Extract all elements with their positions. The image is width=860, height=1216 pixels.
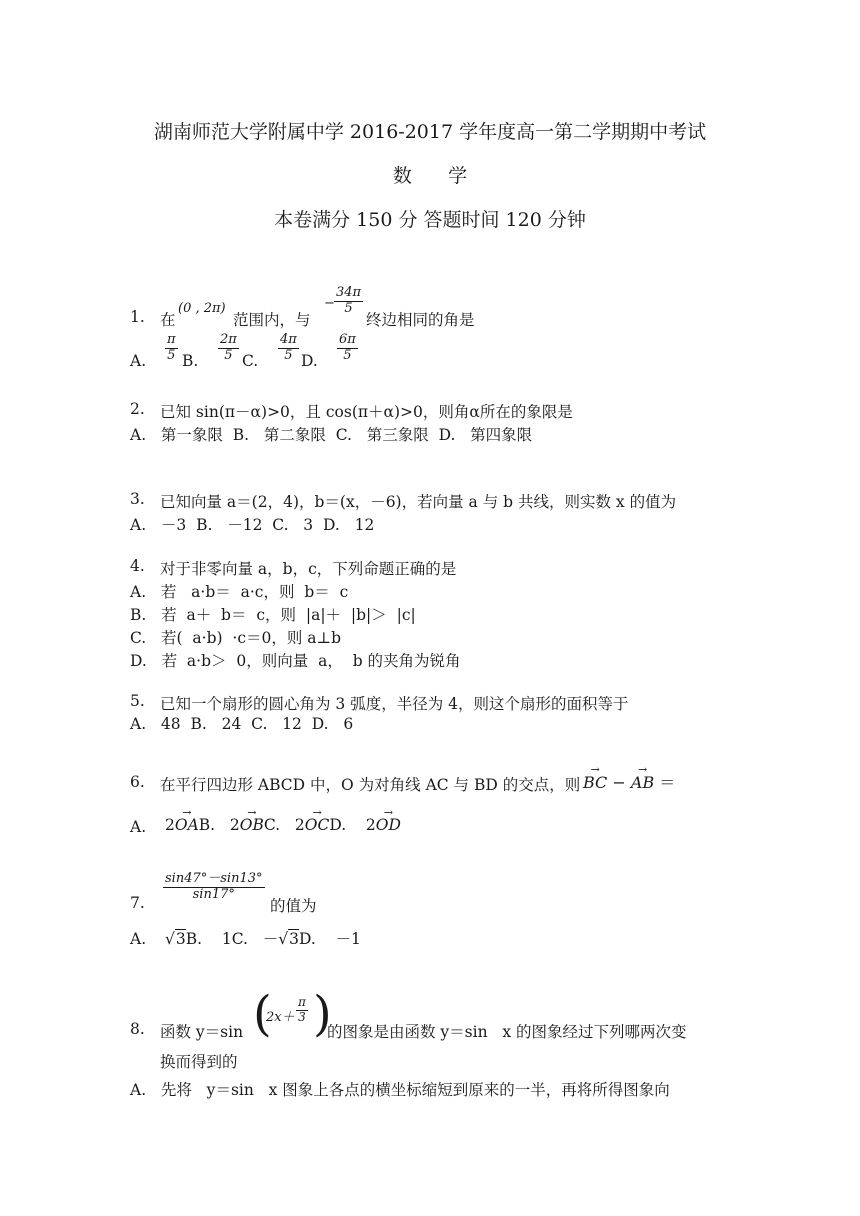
question-6-option-a-label: A. — [130, 818, 147, 836]
equals-sign: ＝ — [659, 773, 676, 792]
question-5-options: A. 48 B. 24 C. 12 D. 6 — [130, 715, 354, 733]
sqrt-three — [165, 929, 186, 948]
option-d-label: D. — [298, 930, 316, 948]
option-denominator: 5 — [343, 347, 352, 363]
coefficient: 2 — [229, 816, 240, 834]
option-b-value: 1 — [221, 930, 232, 948]
option-denominator: 5 — [284, 347, 293, 363]
question-8-line2: 换而得到的 — [160, 1053, 238, 1071]
question-2-number: 2. — [130, 400, 145, 418]
option-c-label: C. — [231, 930, 248, 948]
question-3-number: 3. — [130, 490, 145, 508]
question-7-fraction — [163, 872, 265, 903]
question-6-stem: 在平行四边形 ABCD 中，O 为对角线 AC 与 BD 的交点，则 — [160, 776, 581, 794]
question-4-option-b: B. 若 a＋ b＝ c，则 |a|＋ |b|＞ |c| — [130, 606, 416, 624]
question-5-stem: 已知一个扇形的圆心角为 3 弧度，半径为 4，则这个扇形的面积等于 — [160, 695, 629, 713]
vector-oc: → OC — [305, 816, 330, 834]
vector-ob: → OB — [240, 816, 264, 834]
right-paren: ) — [313, 986, 332, 1042]
question-7-option-a-label: A. — [130, 930, 147, 948]
option-denominator: 5 — [224, 347, 233, 363]
option-b-label: B. — [185, 930, 203, 948]
question-5-number: 5. — [130, 692, 145, 710]
subject-title: 数 学 — [392, 165, 468, 187]
question-1-option-c-label: C. — [242, 352, 259, 370]
question-4-option-d: D. 若 a·b＞ 0，则向量 a， b 的夹角为锐角 — [130, 652, 461, 670]
question-1-option-d-label: D. — [301, 352, 318, 370]
question-8-argument: 2x＋ — [266, 1010, 295, 1025]
minus-sign: － — [262, 930, 279, 948]
question-6-expression — [583, 770, 675, 793]
minus-sign: − — [612, 773, 626, 792]
question-7-post: 的值为 — [270, 897, 317, 915]
question-7-number: 7. — [130, 894, 145, 912]
fraction-numerator: sin47°－sin13° — [165, 871, 263, 886]
option-c-label: C. — [263, 816, 281, 834]
coefficient: 2 — [165, 816, 175, 834]
question-8-option-a: A. 先将 y＝sin x 图象上各点的横坐标缩短到原来的一半，再将所得图象向 — [130, 1081, 670, 1099]
question-2-stem: 已知 sin(π－α)>0，且 cos(π＋α)>0，则角α所在的象限是 — [160, 403, 573, 421]
question-1-post: 终边相同的角是 — [366, 311, 475, 329]
question-6-number: 6. — [130, 773, 145, 791]
radical-sign: √ — [165, 930, 175, 948]
option-numerator: 6π — [339, 332, 356, 347]
question-4-stem: 对于非零向量 a，b，c，下列命题正确的是 — [160, 560, 457, 578]
radicand: 3 — [175, 930, 186, 948]
option-b-label: B. — [198, 816, 216, 834]
question-1-neg: − — [324, 296, 335, 311]
option-d-value: －1 — [335, 930, 361, 948]
fraction-numerator: 34π — [336, 285, 362, 300]
vector-od: → OD — [376, 816, 401, 834]
left-paren: ( — [253, 986, 272, 1042]
question-1-option-d — [337, 333, 358, 364]
question-1-mid: 范围内，与 — [233, 311, 311, 329]
vector-bc: → BC — [583, 773, 607, 792]
question-3-options: A. －3 B. －12 C. 3 D. 12 — [130, 516, 375, 534]
question-8-fraction — [296, 996, 308, 1025]
coefficient: 2 — [365, 816, 376, 834]
question-8-number: 8. — [130, 1020, 145, 1038]
question-4-option-c: C. 若( a·b) ·c＝0，则 a⊥b — [130, 629, 342, 647]
question-4-number: 4. — [130, 557, 145, 575]
option-numerator: 2π — [220, 332, 237, 347]
question-1-option-b-label: B. — [182, 352, 199, 370]
question-2-options: A. 第一象限 B. 第二象限 C. 第三象限 D. 第四象限 — [130, 426, 533, 444]
question-1-option-a — [165, 333, 178, 364]
fraction-denominator: 5 — [344, 300, 353, 316]
vector-oa: → OA — [175, 816, 199, 834]
question-1-option-a-label: A. — [130, 352, 147, 370]
fraction-denominator: 3 — [298, 1009, 306, 1024]
radical-sign: √ — [278, 930, 289, 948]
question-1-number: 1. — [130, 308, 145, 326]
question-1-option-c — [278, 333, 299, 364]
vector-ab: → AB — [631, 773, 654, 792]
question-1-pre: 在 — [160, 311, 176, 329]
question-6-options — [165, 816, 401, 834]
sqrt-three — [278, 929, 299, 948]
option-denominator: 5 — [167, 347, 176, 363]
question-8-pre: 函数 y＝sin — [160, 1023, 244, 1041]
question-1-option-b — [218, 333, 239, 364]
option-numerator: π — [167, 332, 176, 347]
question-4-option-a: A. 若 a·b＝ a·c，则 b＝ c — [130, 583, 349, 601]
question-3-stem: 已知向量 a＝(2，4)，b＝(x，－6)，若向量 a 与 b 共线，则实数 x 的值为 — [160, 493, 677, 511]
question-7-options — [165, 927, 361, 949]
option-numerator: 4π — [280, 332, 297, 347]
coefficient: 2 — [294, 816, 305, 834]
exam-title: 湖南师范大学附属中学 2016-2017 学年度高一第二学期期中考试 — [153, 121, 707, 143]
radicand: 3 — [289, 930, 299, 948]
exam-info: 本卷满分 150 分 答题时间 120 分钟 — [274, 209, 586, 231]
question-1-fraction — [334, 286, 363, 317]
option-d-label: D. — [329, 816, 347, 834]
question-1-interval: (0 , 2π) — [178, 301, 226, 316]
fraction-numerator: π — [298, 995, 306, 1009]
question-8-post: 的图象是由函数 y＝sin x 的图象经过下列哪两次变 — [327, 1023, 687, 1041]
fraction-denominator: sin17° — [192, 886, 235, 902]
